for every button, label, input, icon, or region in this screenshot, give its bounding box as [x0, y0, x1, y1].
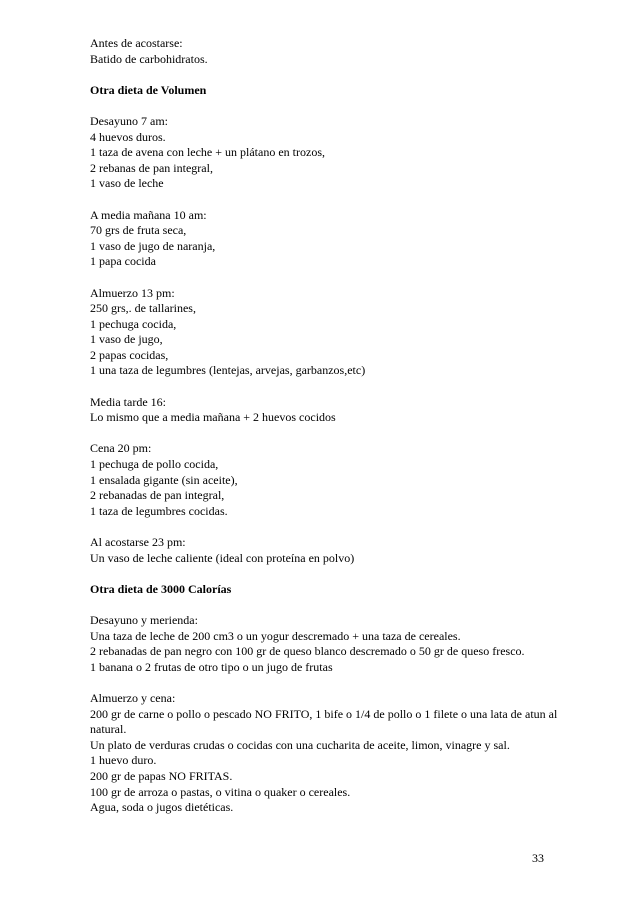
text-line: 1 pechuga cocida, [90, 316, 177, 331]
text-line: Antes de acostarse: [90, 36, 183, 50]
text-line: A media mañana 10 am: [90, 207, 207, 222]
text-line: 1 taza de avena con leche + un plátano en trozos, [90, 145, 325, 160]
text-line: 1 vaso de leche [90, 176, 164, 191]
section-heading: Otra dieta de 3000 Calorías [90, 581, 232, 596]
paragraph [90, 395, 560, 426]
paragraph [90, 535, 560, 566]
text-line: 1 ensalada gigante (sin aceite), [90, 472, 238, 487]
text-line: 1 papa cocida [90, 254, 156, 269]
text-line: 1 pechuga de pollo cocida, [90, 457, 219, 472]
text-line: 4 huevos duros. [90, 129, 166, 144]
document-body [90, 36, 560, 831]
text-line: Un plato de verduras crudas o cocidas con una cucharita de aceite, limon, vinagre y sal. [90, 737, 510, 752]
text-line: 2 rebanadas de pan integral, [90, 488, 225, 503]
text-line: Lo mismo que a media mañana + 2 huevos cocidos [90, 410, 336, 425]
text-line: 70 grs de fruta seca, [90, 223, 187, 238]
text-line: 1 taza de legumbres cocidas. [90, 503, 228, 518]
text-line: 200 gr de carne o pollo o pescado NO FRITO, 1 bife o 1/4 de pollo o 1 filete o una lata de atun al natural. [90, 706, 558, 737]
text-line: Una taza de leche de 200 cm3 o un yogur descremado + una taza de cereales. [90, 628, 461, 643]
text-line: 1 una taza de legumbres (lentejas, arvejas, garbanzos,etc) [90, 363, 366, 378]
text-line: Batido de carbohidratos. [90, 51, 208, 66]
page-number: 33 [532, 851, 544, 865]
paragraph [90, 286, 560, 380]
text-line: Desayuno y merienda: [90, 612, 198, 627]
paragraph [90, 36, 560, 67]
text-line: 250 grs,. de tallarines, [90, 301, 196, 316]
paragraph [90, 114, 560, 192]
text-line: 2 rebanas de pan integral, [90, 160, 213, 175]
text-line: Al acostarse 23 pm: [90, 535, 186, 549]
text-line: 1 vaso de jugo, [90, 332, 163, 347]
text-line: Media tarde 16: [90, 394, 166, 409]
text-line: Almuerzo 13 pm: [90, 285, 175, 300]
text-line: 100 gr de arroza o pastas, o vitina o quaker o cereales. [90, 784, 351, 799]
text-line: 1 banana o 2 frutas de otro tipo o un jugo de frutas [90, 659, 333, 674]
paragraph [90, 441, 560, 519]
text-line: 2 rebanadas de pan negro con 100 gr de queso blanco descremado o 50 gr de queso fresco. [90, 644, 525, 659]
text-line: Un vaso de leche caliente (ideal con proteína en polvo) [90, 550, 355, 565]
text-line: 200 gr de papas NO FRITAS. [90, 768, 233, 783]
text-line: 1 huevo duro. [90, 753, 157, 768]
text-line: 1 vaso de jugo de naranja, [90, 238, 216, 253]
section-heading: Otra dieta de Volumen [90, 82, 207, 97]
text-line: Cena 20 pm: [90, 441, 152, 456]
text-line: Agua, soda o jugos dietéticas. [90, 800, 234, 815]
paragraph [90, 208, 560, 270]
text-line: 2 papas cocidas, [90, 347, 169, 362]
text-line: Almuerzo y cena: [90, 690, 176, 705]
text-line: Desayuno 7 am: [90, 113, 168, 128]
paragraph [90, 691, 560, 816]
paragraph [90, 613, 560, 675]
